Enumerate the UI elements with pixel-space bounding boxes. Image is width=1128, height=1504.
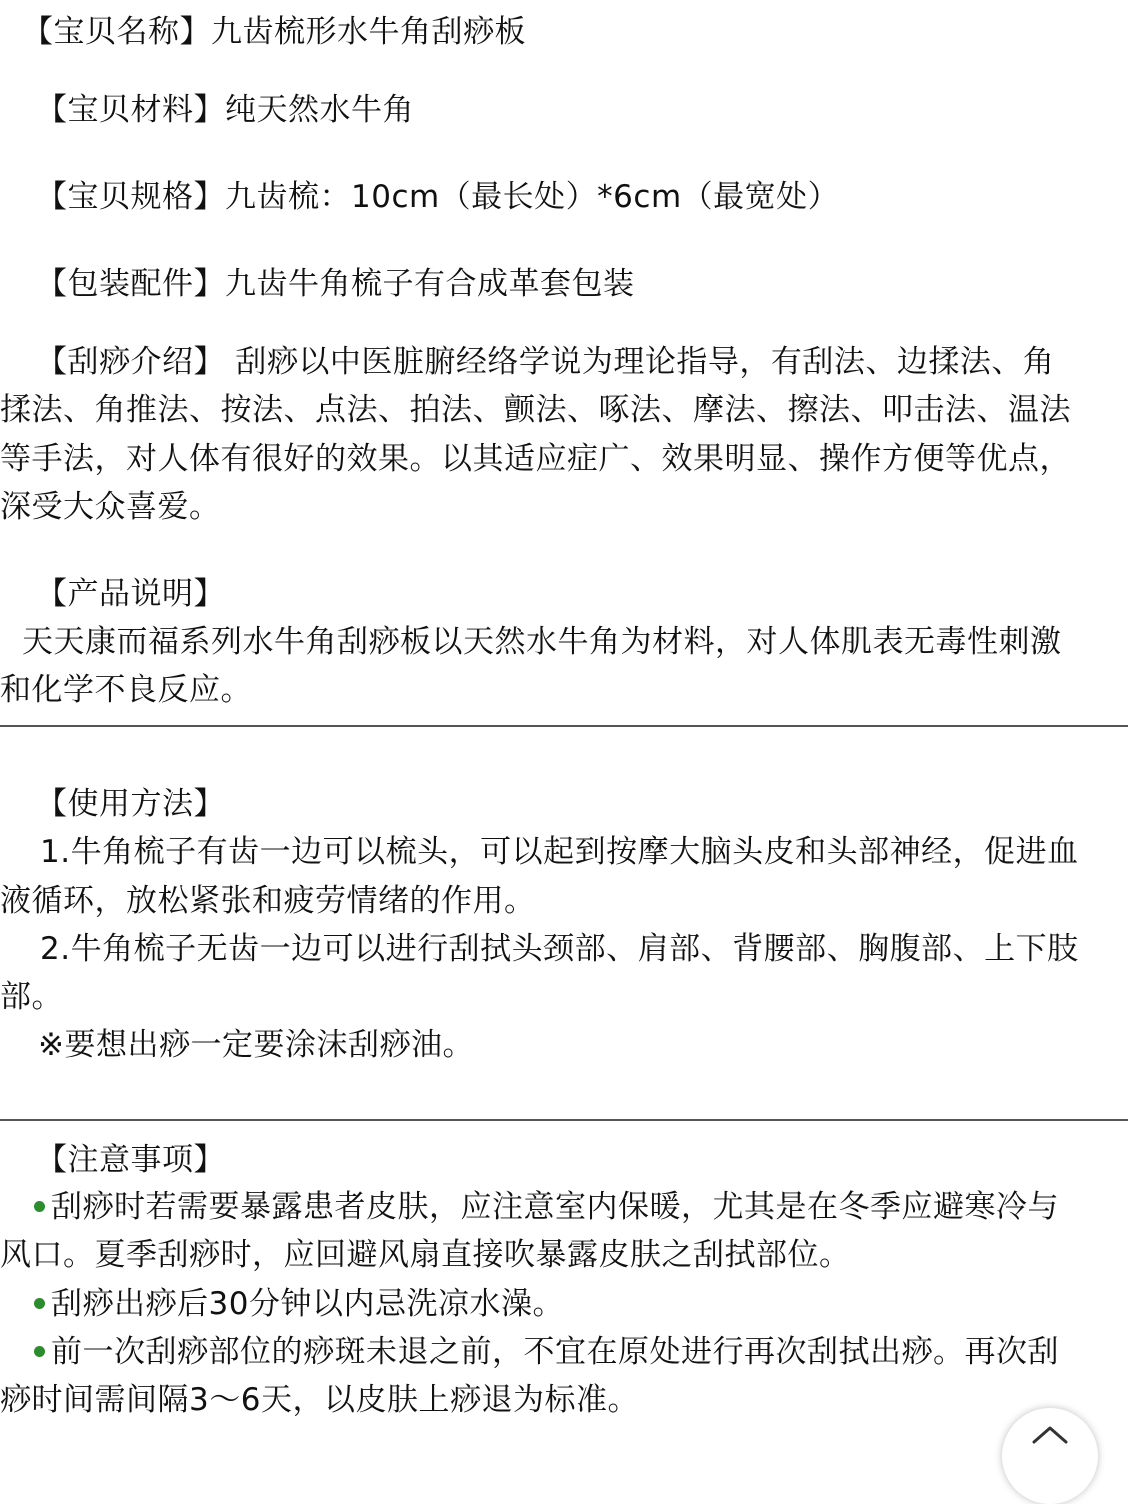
notes-bullet-1-line-1 <box>34 1187 1059 1227</box>
bullet-icon <box>34 1201 45 1212</box>
notes-bullet-3-line-1 <box>34 1332 1059 1372</box>
product-name-line: 【宝贝名称】九齿梳形水牛角刮痧板 <box>22 14 526 50</box>
product-heading: 【产品说明】 <box>36 576 225 612</box>
usage-item-1-line-1: 1.牛角梳子有齿一边可以梳头，可以起到按摩大脑头皮和头部神经，促进血 <box>40 834 1079 870</box>
usage-item-2-line-2: 部。 <box>0 979 63 1015</box>
section-divider <box>0 1119 1128 1121</box>
notes-bullet-2-text: 刮痧出痧后30分钟以内忌洗凉水澡。 <box>51 1286 564 1322</box>
usage-item-1-line-2: 液循环，放松紧张和疲劳情绪的作用。 <box>0 883 536 919</box>
bullet-icon <box>34 1346 45 1357</box>
usage-note: ※要想出痧一定要涂沫刮痧油。 <box>38 1027 474 1063</box>
product-line-1: 天天康而福系列水牛角刮痧板以天然水牛角为材料，对人体肌表无毒性刺激 <box>22 624 1062 660</box>
usage-heading: 【使用方法】 <box>36 786 225 822</box>
product-material-line: 【宝贝材料】纯天然水牛角 <box>36 92 414 128</box>
bullet-icon <box>34 1298 45 1309</box>
notes-bullet-1-line-2: 风口。夏季刮痧时，应回避风扇直接吹暴露皮肤之刮拭部位。 <box>0 1237 851 1273</box>
notes-bullet-3-line-2: 痧时间需间隔3～6天，以皮肤上痧退为标准。 <box>0 1382 639 1418</box>
intro-line-1: 【刮痧介绍】 刮痧以中医脏腑经络学说为理论指导，有刮法、边揉法、角 <box>36 344 1055 380</box>
package-line: 【包装配件】九齿牛角梳子有合成革套包装 <box>36 266 635 302</box>
intro-line-4: 深受大众喜爱。 <box>0 489 221 525</box>
notes-heading: 【注意事项】 <box>36 1142 225 1178</box>
usage-item-2-line-1: 2.牛角梳子无齿一边可以进行刮拭头颈部、肩部、背腰部、胸腹部、上下肢 <box>40 931 1079 967</box>
notes-bullet-3-text: 前一次刮痧部位的痧斑未退之前，不宜在原处进行再次刮拭出痧。再次刮 <box>51 1334 1059 1370</box>
scroll-to-top-button[interactable] <box>1002 1408 1098 1504</box>
section-divider <box>0 725 1128 727</box>
notes-bullet-1-text: 刮痧时若需要暴露患者皮肤，应注意室内保暖，尤其是在冬季应避寒冷与 <box>51 1189 1059 1225</box>
product-line-2: 和化学不良反应。 <box>0 672 252 708</box>
product-spec-line: 【宝贝规格】九齿梳：10cm（最长处）*6cm（最宽处） <box>36 179 840 215</box>
intro-line-3: 等手法，对人体有很好的效果。以其适应症广、效果明显、操作方便等优点， <box>0 441 1071 477</box>
intro-line-2: 揉法、角推法、按法、点法、拍法、颤法、啄法、摩法、擦法、叩击法、温法 <box>0 392 1071 428</box>
notes-bullet-2-line-1 <box>34 1284 564 1324</box>
chevron-up-icon <box>1030 1422 1070 1446</box>
